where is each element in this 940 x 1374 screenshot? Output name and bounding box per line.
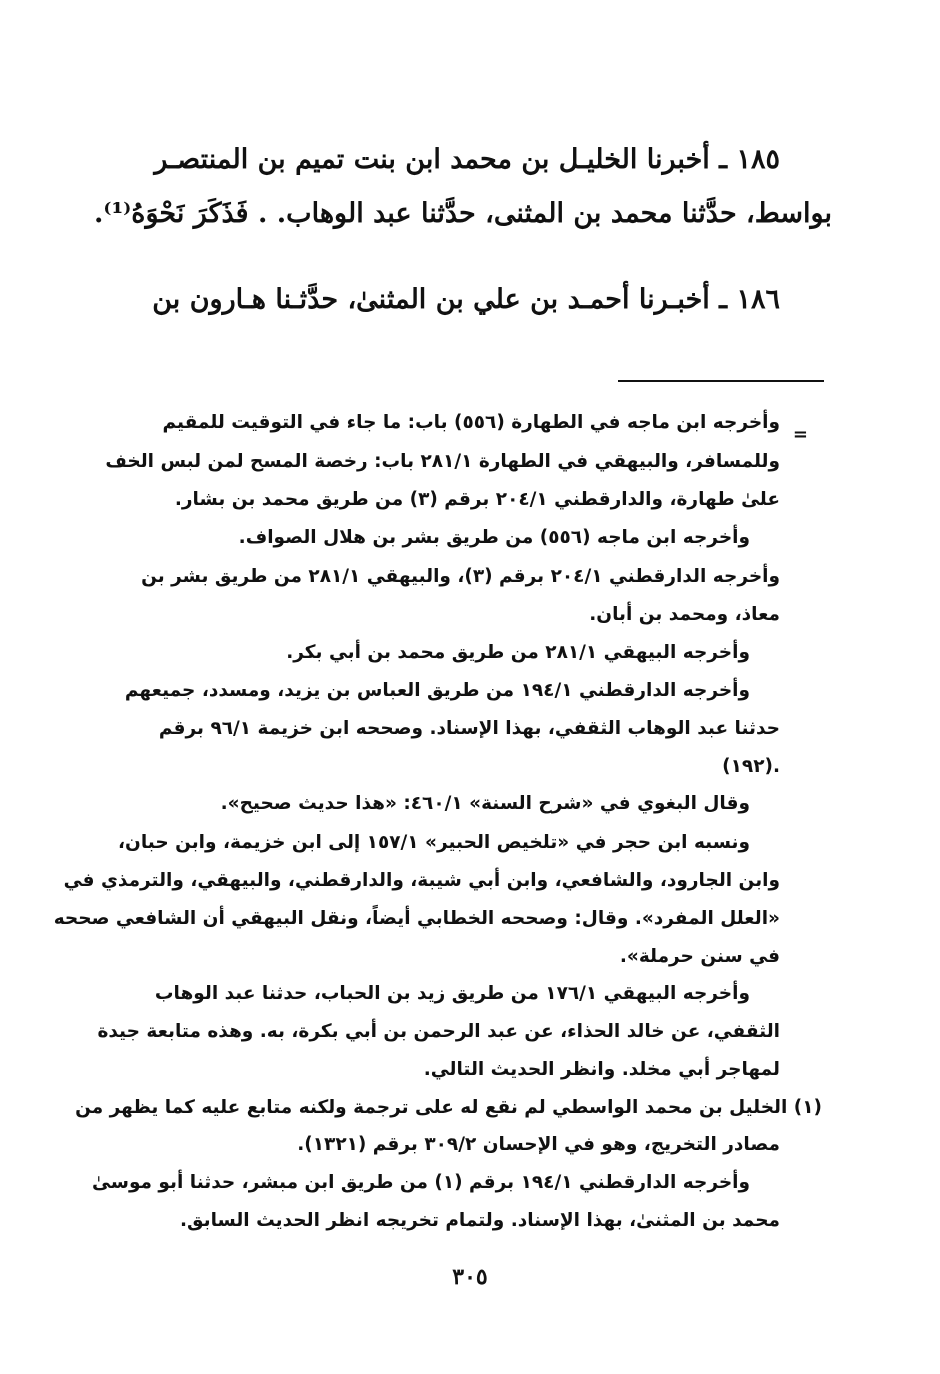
footnote-line: وأخرجه ابن ماجه (٥٥٦) من طريق بشر بن هلال الصواف. [238, 527, 750, 548]
footnote-separator [618, 380, 824, 382]
footnote-line: محمد بن المثنىٰ، بهذا الإسناد. ولتمام تخريجه انظر الحديث السابق. [179, 1210, 780, 1231]
footnote-line: (١٩٢). [722, 756, 780, 777]
footnote-line: وللمسافر، والبيهقي في الطهارة ٢٨١/١ باب: رخصة المسح لمن لبس الخف [105, 451, 780, 472]
page-number: ٣٠٥ [452, 1264, 488, 1290]
footnote-line: وأخرجه الدارقطني ٢٠٤/١ برقم (٣)، والبيهقي ٢٨١/١ من طريق بشر بن [141, 566, 780, 587]
footnote-line: حدثنا عبد الوهاب الثقفي، بهذا الإسناد. وصححه ابن خزيمة ٩٦/١ برقم [158, 718, 780, 739]
footnote-line: مصادر التخريج، وهو في الإحسان ٣٠٩/٢ برقم (١٣٢١). [297, 1134, 780, 1155]
footnote-line: معاذ، ومحمد بن أبان. [589, 604, 780, 625]
footnote-line: وأخرجه الدارقطني ١٩٤/١ من طريق العباس بن يزيد، ومسدد، جميعهم [124, 680, 750, 701]
footnote-line: وأخرجه البيهقي ٢٨١/١ من طريق محمد بن أبي بكر. [286, 642, 750, 663]
footnote-line: وقال البغوي في «شرح السنة» ٤٦٠/١: «هذا حديث صحيح». [220, 793, 750, 814]
footnote-line: وأخرجه ابن ماجه في الطهارة (٥٥٦) باب: ما جاء في التوقيت للمقيم [162, 412, 780, 433]
hadith-185-line-1: ١٨٥ ـ أخبرنا الخليـل بن محمد ابن بنت تميم بن المنتصـر [154, 144, 780, 175]
footnote-line: وأخرجه الدارقطني ١٩٤/١ برقم (١) من طريق ابن مبشر، حدثنا أبو موسىٰ [92, 1172, 750, 1193]
footnote-line: ونسبه ابن حجر في «تلخيص الحبير» ١٥٧/١ إلى ابن خزيمة، وابن حبان، [118, 832, 750, 853]
footnote-1: (١) الخليل بن محمد الواسطي لم نقع له على ترجمة ولكنه متابع عليه كما يظهر من [75, 1097, 822, 1118]
footnote-line: وابن الجارود، والشافعي، وابن أبي شيبة، والدارقطني، والبيهقي، والترمذي في [63, 870, 780, 891]
hadith-185-line-2: بواسط، حدَّثنا محمد بن المثنى، حدَّثنا عبد الوهاب. . فَذَكَرَ نَحْوَهُ⁽¹⁾. [93, 198, 832, 229]
footnote-line: علىٰ طهارة، والدارقطني ٢٠٤/١ برقم (٣) من طريق محمد بن بشار. [174, 489, 780, 510]
footnote-line: وأخرجه البيهقي ١٧٦/١ من طريق زيد بن الحباب، حدثنا عبد الوهاب [154, 983, 750, 1004]
footnote-line: لمهاجر أبي مخلد. وانظر الحديث التالي. [423, 1059, 780, 1080]
footnote-continuation-marker: = [792, 424, 808, 445]
hadith-186-line-1: ١٨٦ ـ أخبـرنا أحمـد بن علي بن المثنىٰ، حدَّثـنا هـارون بن [152, 284, 780, 315]
footnote-line: في سنن حرملة». [619, 946, 780, 967]
footnote-line: «العلل المفرد». وقال: وصححه الخطابي أيضاً، ونقل البيهقي أن الشافعي صححه [53, 908, 780, 929]
footnote-line: الثقفي، عن خالد الحذاء، عن عبد الرحمن بن أبي بكرة، به. وهذه متابعة جيدة [97, 1021, 780, 1042]
